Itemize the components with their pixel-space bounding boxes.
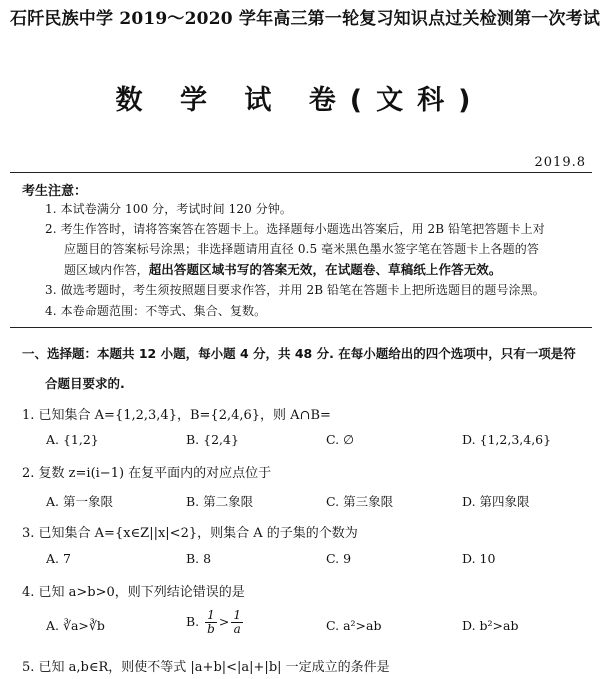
section-heading-line-2: 合题目要求的. — [45, 376, 125, 391]
exam-date: 2019.8 — [534, 155, 586, 170]
notice-item-2-line-1: 2. 考生作答时，请将答案答在答题卡上。选择题每小题选出答案后，用 2B 铅笔把答题卡上对 — [45, 222, 545, 236]
fraction-one-over-a: $\frac{1}{a}$ — [233, 608, 241, 636]
question-4-option-b-prefix: B. — [186, 614, 200, 629]
question-3-option-a: A. 7 — [46, 551, 71, 566]
notice-item-1: 1. 本试卷满分 100 分，考试时间 120 分钟。 — [45, 202, 293, 216]
question-1-option-b: B. {2,4} — [186, 432, 239, 447]
page-title: 数 学 试 卷(文科) — [115, 85, 485, 116]
greater-than-sign: > — [218, 614, 230, 629]
question-4-option-c: C. a²>ab — [326, 618, 382, 633]
question-3-option-d: D. 10 — [462, 551, 496, 566]
notice-bold-warning: 超出答题区域书写的答案无效，在试题卷、草稿纸上作答无效。 — [148, 262, 502, 277]
question-4-option-d: D. b²>ab — [462, 618, 519, 633]
notice-item-2-line-3-text: 题区域内作答， — [64, 263, 149, 277]
question-1-option-c: C. ∅ — [326, 432, 354, 447]
question-1-stem: 1. 已知集合 A={1,2,3,4}，B={2,4,6}，则 A∩B= — [22, 408, 331, 423]
notice-item-2-line-2: 应题目的答案标号涂黑；非选择题请用直径 0.5 毫米黑色墨水签字笔在答题卡上各题的答 — [64, 242, 539, 256]
divider-bottom — [10, 327, 592, 328]
question-4-option-b — [186, 609, 245, 636]
question-3-option-c: C. 9 — [326, 551, 352, 566]
question-5-stem: 5. 已知 a,b∈R，则使不等式 |a+b|<|a|+|b| 一定成立的条件是 — [22, 660, 390, 675]
fraction-one-over-b: $\frac{1}{b}$ — [207, 608, 215, 636]
question-3-stem: 3. 已知集合 A={x∈Z||x|<2}，则集合 A 的子集的个数为 — [22, 526, 358, 541]
notice-item-3: 3. 做选考题时，考生须按照题目要求作答，并用 2B 铅笔在答题卡上把所选题目的题号涂黑。 — [45, 283, 545, 297]
notice-item-2-line-3 — [64, 260, 502, 278]
question-2-option-c: C. 第三象限 — [326, 494, 394, 509]
question-2-stem: 2. 复数 z=i(i−1) 在复平面内的对应点位于 — [22, 466, 272, 481]
notice-item-4: 4. 本卷命题范围：不等式、集合、复数。 — [45, 304, 267, 318]
question-2-option-a: A. 第一象限 — [46, 494, 113, 509]
question-1-option-d: D. {1,2,3,4,6} — [462, 432, 552, 447]
exam-name: 石阡民族中学 2019～2020 学年高三第一轮复习知识点过关检测第一次考试 — [10, 9, 600, 29]
question-1-option-a: A. {1,2} — [46, 432, 99, 447]
divider-top — [10, 172, 592, 173]
notice-title: 考生注意： — [22, 184, 88, 199]
question-4-stem: 4. 已知 a>b>0，则下列结论错误的是 — [22, 585, 245, 600]
question-2-option-b: B. 第二象限 — [186, 494, 254, 509]
question-4-option-a: A. ∛a>∛b — [46, 618, 105, 633]
section-heading-line-1: 一、选择题：本题共 12 小题，每小题 4 分，共 48 分. 在每小题给出的四个选项中，只有一项是符 — [22, 346, 576, 361]
question-3-option-b: B. 8 — [186, 551, 212, 566]
question-2-option-d: D. 第四象限 — [462, 494, 530, 509]
